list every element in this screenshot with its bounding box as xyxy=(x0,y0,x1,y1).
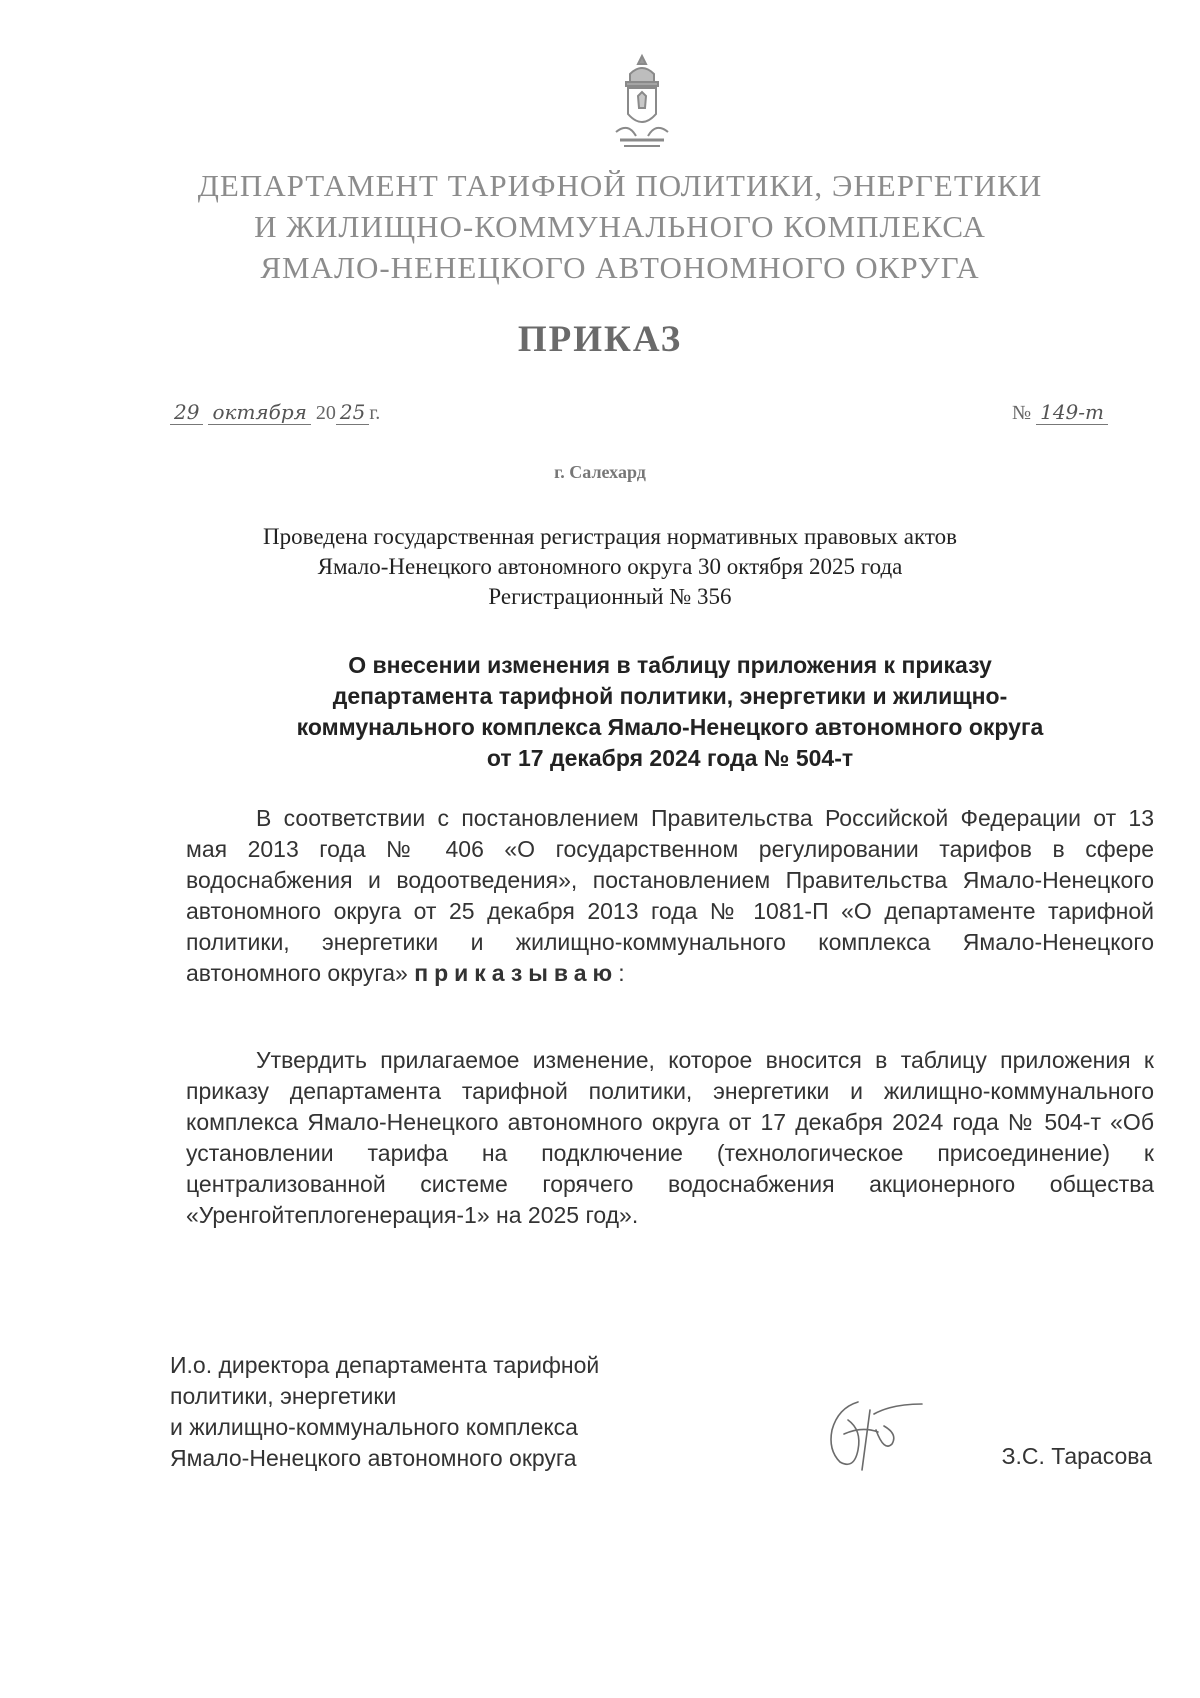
signer-name: З.С. Тарасова xyxy=(1001,1443,1152,1469)
registration-line-2: Ямало-Ненецкого автономного округа 30 октября 2025 года xyxy=(317,554,903,579)
registration-line-3: Регистрационный № 356 xyxy=(488,584,732,609)
handwritten-signature-icon xyxy=(818,1390,928,1480)
order-number xyxy=(1012,400,1108,425)
subject-line-1: О внесении изменения в таблицу приложения к приказу xyxy=(348,652,992,678)
date-year-suffix: 25 xyxy=(336,400,369,425)
date-year-prefix: 20 xyxy=(315,402,336,424)
registration-note xyxy=(150,522,1070,612)
subject-line-2: департамента тарифной политики, энергетики и жилищно- xyxy=(332,683,1008,709)
paragraph-1-end: : xyxy=(618,960,625,986)
subject-line-3: коммунального комплекса Ямало-Ненецкого автономного округа xyxy=(296,714,1044,740)
city: г. Салехард xyxy=(554,462,646,482)
order-date xyxy=(170,400,380,425)
department-line-3: ЯМАЛО-НЕНЕЦКОГО АВТОНОМНОГО ОКРУГА xyxy=(260,250,980,285)
registration-line-1: Проведена государственная регистрация нормативных правовых актов xyxy=(263,524,957,549)
signer-title-line-2: политики, энергетики xyxy=(170,1383,397,1409)
paragraph-1-text: В соответствии с постановлением Правительства Российской Федерации от 13 мая 2013 года № 406 «О государственном регулировании тарифов в сфере водоснабжения и водоотведения», постановлением Правительства Ямало-Ненецкого автономного округа от 25 декабря 2013 года № 1081-П «О департаменте тарифной политики, энергетики и жилищно-коммунального комплекса Ямало-Ненецкого автономного округа» xyxy=(186,805,1154,986)
department-name xyxy=(120,165,1120,288)
date-month: октября xyxy=(208,400,310,425)
body-paragraph-2: Утвердить прилагаемое изменение, которое вносится в таблицу приложения к приказу департамента тарифной политики, энергетики и жилищно-коммунального комплекса Ямало-Ненецкого автономного округа от 17 декабря 2024 года № 504-т «Об установлении тарифа на подключение (технологическое присоединение) к централизованной системе горячего водоснабжения акционерного общества «Уренгойтеплогенерация-1» на 2025 год». xyxy=(186,1047,1154,1228)
date-year-abbr: г. xyxy=(369,402,381,424)
coat-of-arms-icon xyxy=(612,52,672,152)
order-subject xyxy=(200,650,1140,774)
body-paragraph-1 xyxy=(186,803,1154,989)
number-value: 149-т xyxy=(1036,400,1108,425)
order-command-word: приказываю xyxy=(414,960,619,986)
signer-title-line-4: Ямало-Ненецкого автономного округа xyxy=(170,1445,577,1471)
date-day: 29 xyxy=(170,400,203,425)
department-line-1: ДЕПАРТАМЕНТ ТАРИФНОЙ ПОЛИТИКИ, ЭНЕРГЕТИКИ xyxy=(197,168,1043,203)
number-label: № xyxy=(1012,402,1032,424)
subject-line-4: от 17 декабря 2024 года № 504-т xyxy=(486,745,854,771)
signer-title-line-3: и жилищно-коммунального комплекса xyxy=(170,1414,578,1440)
signer-position xyxy=(170,1350,730,1474)
department-line-2: И ЖИЛИЩНО-КОММУНАЛЬНОГО КОМПЛЕКСА xyxy=(254,209,986,244)
signer-title-line-1: И.о. директора департамента тарифной xyxy=(170,1352,600,1378)
document-type-title: ПРИКАЗ xyxy=(517,319,683,360)
